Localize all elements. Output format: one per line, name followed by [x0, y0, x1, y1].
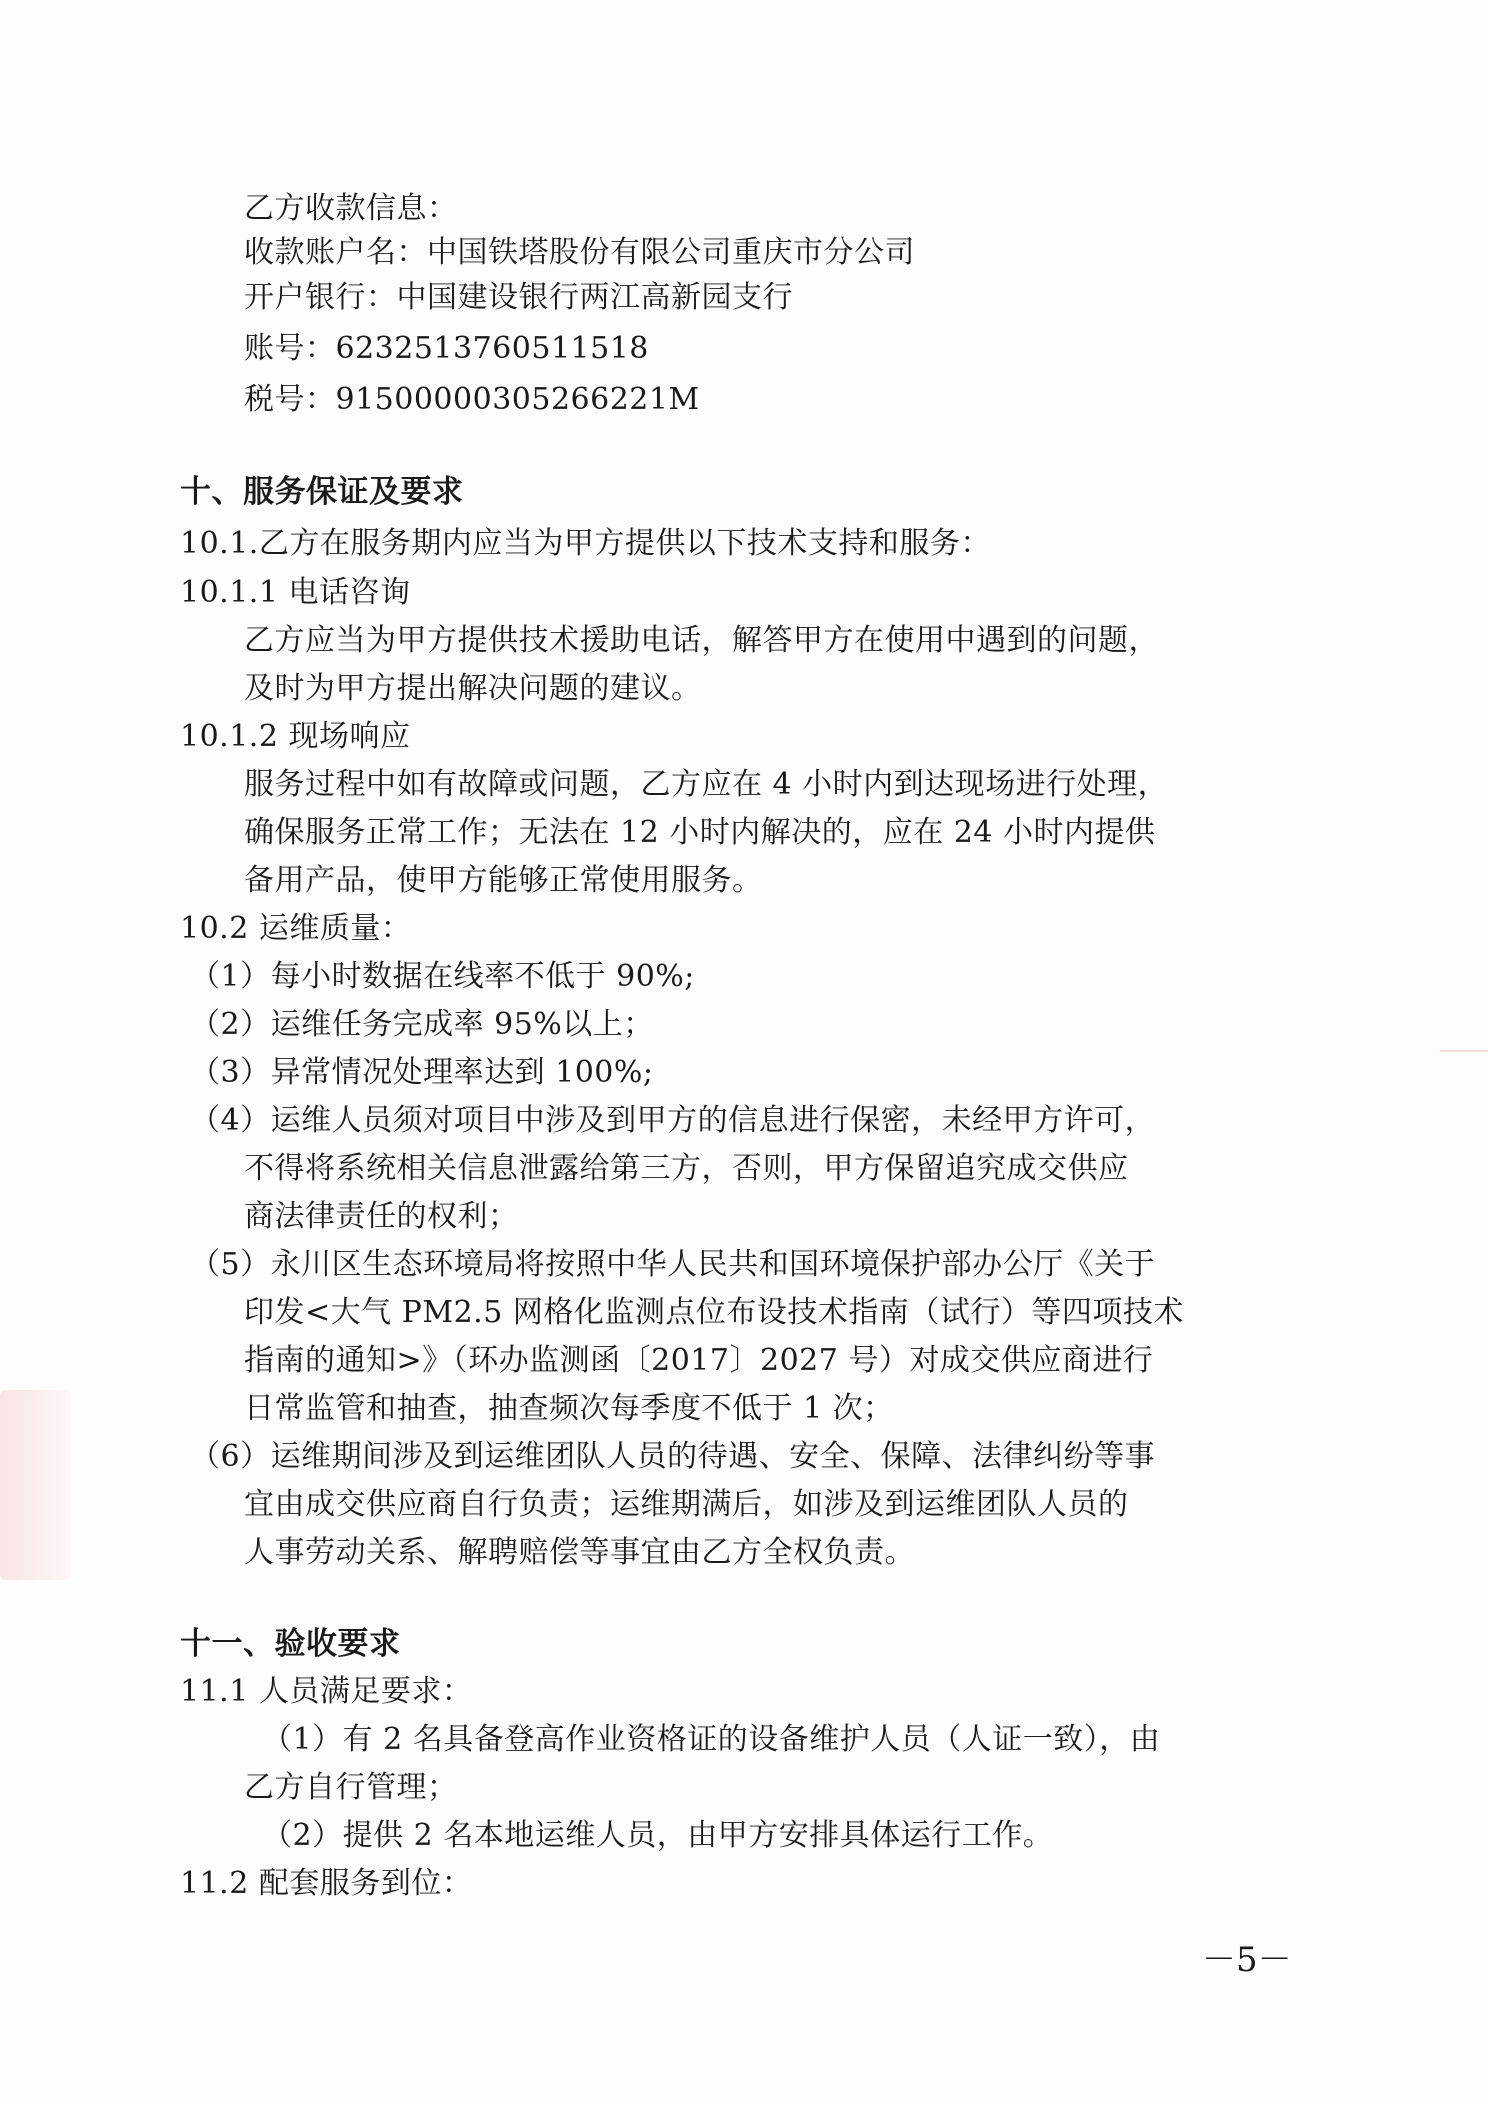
personnel-item: （2）提供 2 名本地运维人员，由甲方安排具体运行工作。 — [262, 1818, 1054, 1853]
page-number: －5－ — [1202, 1940, 1292, 1980]
clause-10-1-2-title: 10.1.2 现场响应 — [180, 719, 411, 754]
quality-item: （4）运维人员须对项目中涉及到甲方的信息进行保密，未经甲方许可， — [190, 1103, 1156, 1138]
quality-item-cont: 日常监管和抽查，抽查频次每季度不低于 1 次； — [244, 1391, 894, 1426]
quality-item: （2）运维任务完成率 95%以上； — [190, 1007, 654, 1042]
quality-item-cont: 不得将系统相关信息泄露给第三方，否则，甲方保留追究成交供应 — [244, 1151, 1129, 1186]
personnel-item: （1）有 2 名具备登高作业资格证的设备维护人员（人证一致），由 — [262, 1722, 1161, 1757]
clause-11-1-title: 11.1 人员满足要求： — [180, 1674, 473, 1709]
clause-10-1-1-line: 及时为甲方提出解决问题的建议。 — [244, 671, 702, 706]
clause-10-1-2-line: 确保服务正常工作；无法在 12 小时内解决的，应在 24 小时内提供 — [244, 815, 1156, 850]
seal-stamp-fragment — [0, 1390, 70, 1580]
clause-10-2-title: 10.2 运维质量： — [180, 911, 412, 946]
clause-10-1: 10.1.乙方在服务期内应当为甲方提供以下技术支持和服务： — [180, 526, 991, 561]
quality-item: （3）异常情况处理率达到 100%; — [190, 1055, 654, 1090]
payee-account-number: 账号：6232513760511518 — [244, 331, 649, 366]
payee-title: 乙方收款信息： — [244, 191, 458, 226]
quality-item-cont: 商法律责任的权利； — [244, 1199, 519, 1234]
clause-10-1-2-line: 备用产品，使甲方能够正常使用服务。 — [244, 863, 763, 898]
personnel-item-cont: 乙方自行管理； — [244, 1770, 458, 1805]
quality-item: （5）永川区生态环境局将按照中华人民共和国环境保护部办公厅《关于 — [190, 1247, 1156, 1282]
payee-account-name: 收款账户名：中国铁塔股份有限公司重庆市分公司 — [244, 235, 915, 270]
quality-item-cont: 印发<大气 PM2.5 网格化监测点位布设技术指南（试行）等四项技术 — [244, 1295, 1184, 1330]
payee-tax-number: 税号：91500000305266221M — [244, 382, 700, 417]
payee-bank: 开户银行：中国建设银行两江高新园支行 — [244, 280, 793, 315]
section-10-heading: 十、服务保证及要求 — [180, 474, 464, 510]
clause-10-1-2-line: 服务过程中如有故障或问题，乙方应在 4 小时内到达现场进行处理， — [244, 767, 1169, 802]
quality-item-cont: 指南的通知>》（环办监测函〔2017〕2027 号）对成交供应商进行 — [244, 1343, 1154, 1378]
quality-item: （6）运维期间涉及到运维团队人员的待遇、安全、保障、法律纠纷等事 — [190, 1439, 1156, 1474]
quality-item-cont: 宜由成交供应商自行负责；运维期满后，如涉及到运维团队人员的 — [244, 1487, 1129, 1522]
scan-artifact-line — [1440, 1050, 1488, 1052]
quality-item-cont: 人事劳动关系、解聘赔偿等事宜由乙方全权负责。 — [244, 1535, 915, 1570]
section-11-heading: 十一、验收要求 — [180, 1626, 401, 1662]
clause-10-1-1-title: 10.1.1 电话咨询 — [180, 575, 411, 610]
clause-10-1-1-line: 乙方应当为甲方提供技术援助电话，解答甲方在使用中遇到的问题， — [244, 623, 1159, 658]
clause-11-2-title: 11.2 配套服务到位： — [180, 1866, 473, 1901]
quality-item: （1）每小时数据在线率不低于 90%; — [190, 959, 695, 994]
